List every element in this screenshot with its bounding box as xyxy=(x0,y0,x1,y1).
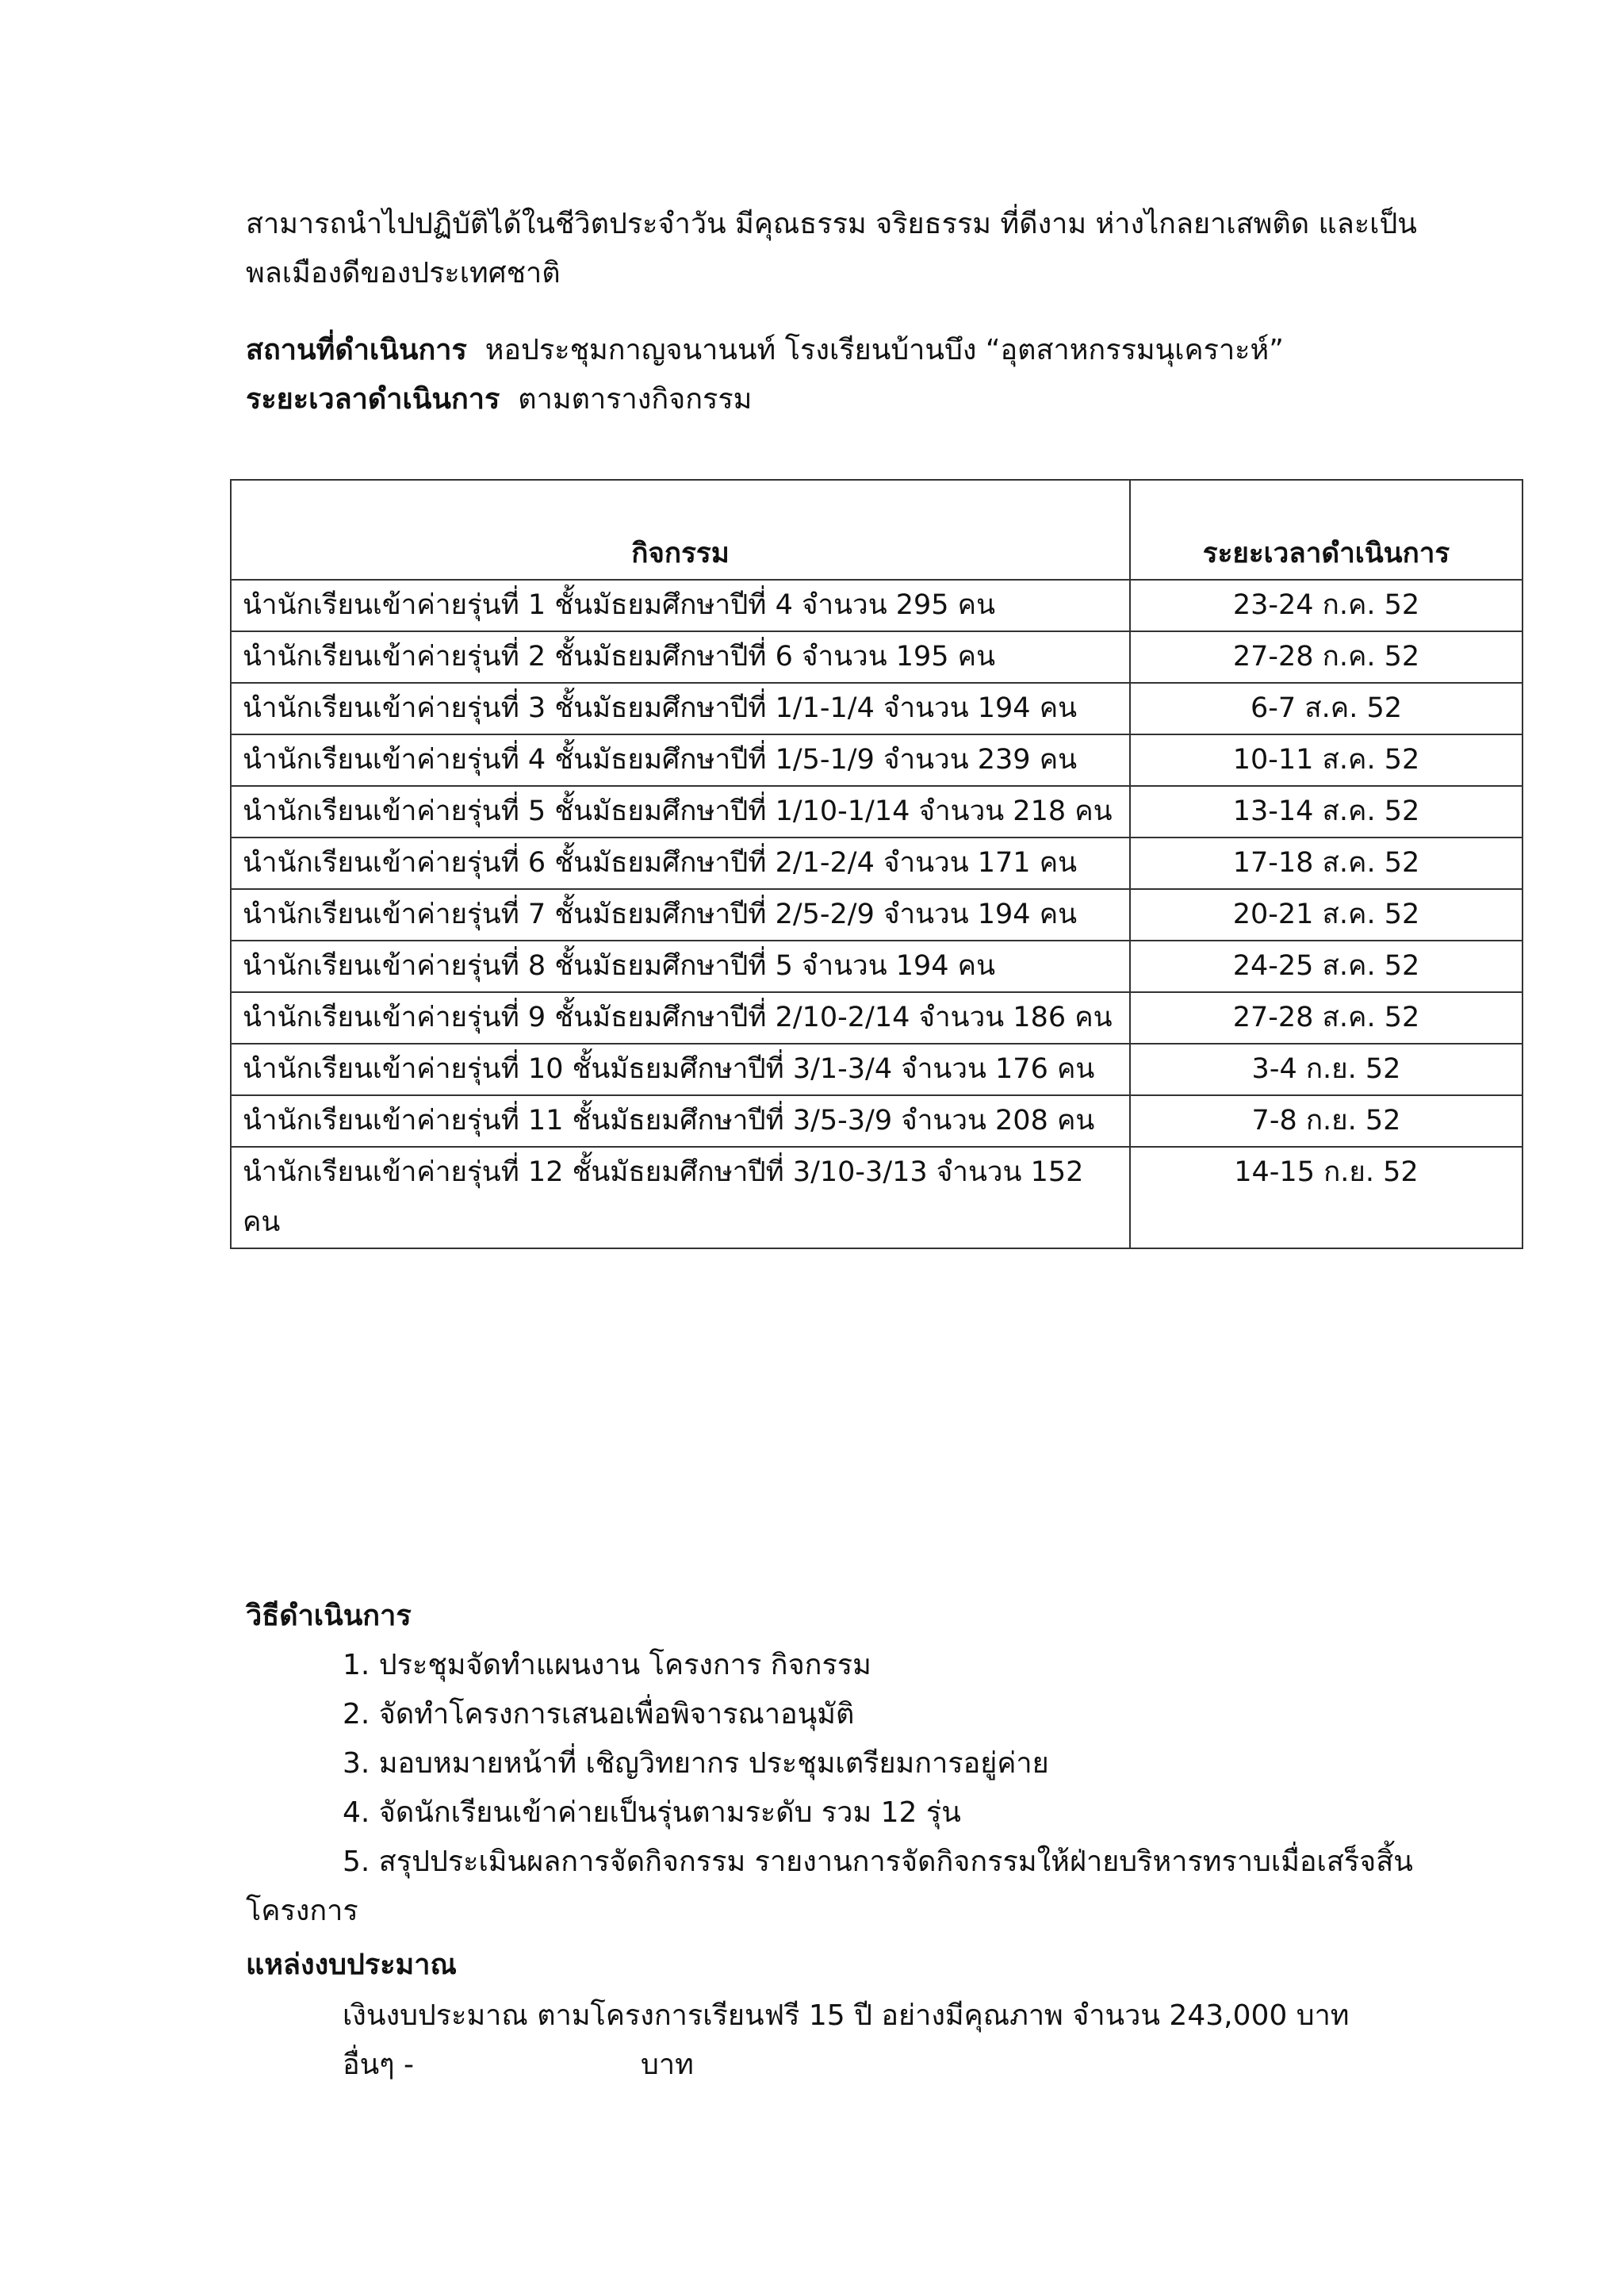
duration-value: ตามตารางกิจกรรม xyxy=(518,383,753,416)
activity-cell: นำนักเรียนเข้าค่ายรุ่นที่ 4 ชั้นมัธยมศึกษาปีที่ 1/5-1/9 จำนวน 239 คน xyxy=(231,734,1130,786)
table-header-row xyxy=(231,480,1522,580)
activity-cell: นำนักเรียนเข้าค่ายรุ่นที่ 7 ชั้นมัธยมศึกษาปีที่ 2/5-2/9 จำนวน 194 คน xyxy=(231,889,1130,941)
activity-cell: นำนักเรียนเข้าค่ายรุ่นที่ 12 ชั้นมัธยมศึกษาปีที่ 3/10-3/13 จำนวน 152 คน xyxy=(231,1147,1130,1248)
duration-label: ระยะเวลาดำเนินการ xyxy=(246,383,500,416)
activity-cell: นำนักเรียนเข้าค่ายรุ่นที่ 9 ชั้นมัธยมศึกษาปีที่ 2/10-2/14 จำนวน 186 คน xyxy=(231,992,1130,1044)
time-cell: 13-14 ส.ค. 52 xyxy=(1130,786,1522,838)
table-row xyxy=(231,1095,1522,1147)
intro-line-1: สามารถนำไปปฏิบัติได้ในชีวิตประจำวัน มีคุณธรรม จริยธรรม ที่ดีงาม ห่างไกลยาเสพติด และเป็น xyxy=(246,208,1417,240)
location-line xyxy=(246,336,1284,365)
table-row xyxy=(231,1044,1522,1095)
method-heading: วิธีดำเนินการ xyxy=(246,1600,412,1632)
duration-line xyxy=(246,385,752,414)
method-item: 1. ประชุมจัดทำแผนงาน โครงการ กิจกรรม xyxy=(343,1649,871,1681)
activity-cell: นำนักเรียนเข้าค่ายรุ่นที่ 6 ชั้นมัธยมศึกษาปีที่ 2/1-2/4 จำนวน 171 คน xyxy=(231,838,1130,889)
intro-line-2: พลเมืองดีของประเทศชาติ xyxy=(246,257,561,289)
time-cell: 10-11 ส.ค. 52 xyxy=(1130,734,1522,786)
time-cell: 6-7 ส.ค. 52 xyxy=(1130,683,1522,734)
method-item: 4. จัดนักเรียนเข้าค่ายเป็นรุ่นตามระดับ รวม 12 รุ่น xyxy=(343,1796,961,1829)
method-item-continued: โครงการ xyxy=(246,1895,358,1927)
activity-cell: นำนักเรียนเข้าค่ายรุ่นที่ 11 ชั้นมัธยมศึกษาปีที่ 3/5-3/9 จำนวน 208 คน xyxy=(231,1095,1130,1147)
activity-cell: นำนักเรียนเข้าค่ายรุ่นที่ 10 ชั้นมัธยมศึกษาปีที่ 3/1-3/4 จำนวน 176 คน xyxy=(231,1044,1130,1095)
budget-other-label: อื่นๆ - xyxy=(343,2049,414,2081)
table-row xyxy=(231,889,1522,941)
activity-cell: นำนักเรียนเข้าค่ายรุ่นที่ 8 ชั้นมัธยมศึกษาปีที่ 5 จำนวน 194 คน xyxy=(231,941,1130,992)
table-row xyxy=(231,838,1522,889)
header-duration: ระยะเวลาดำเนินการ xyxy=(1130,480,1522,580)
time-cell: 24-25 ส.ค. 52 xyxy=(1130,941,1522,992)
budget-heading: แหล่งงบประมาณ xyxy=(246,1949,457,1981)
activity-cell: นำนักเรียนเข้าค่ายรุ่นที่ 1 ชั้นมัธยมศึกษาปีที่ 4 จำนวน 295 คน xyxy=(231,580,1130,631)
budget-line-1: เงินงบประมาณ ตามโครงการเรียนฟรี 15 ปี อย่างมีคุณภาพ จำนวน 243,000 บาท xyxy=(343,1999,1350,2032)
budget-other-unit: บาท xyxy=(641,2049,694,2081)
method-item: 5. สรุปประเมินผลการจัดกิจกรรม รายงานการจัดกิจกรรมให้ฝ่ายบริหารทราบเมื่อเสร็จสิ้น xyxy=(343,1846,1413,1878)
time-cell: 27-28 ส.ค. 52 xyxy=(1130,992,1522,1044)
table-row xyxy=(231,580,1522,631)
activity-cell: นำนักเรียนเข้าค่ายรุ่นที่ 2 ชั้นมัธยมศึกษาปีที่ 6 จำนวน 195 คน xyxy=(231,631,1130,683)
time-cell: 17-18 ส.ค. 52 xyxy=(1130,838,1522,889)
activity-schedule-table xyxy=(230,479,1523,1249)
location-label: สถานที่ดำเนินการ xyxy=(246,334,467,366)
table-row xyxy=(231,631,1522,683)
location-value: หอประชุมกาญจนานนท์ โรงเรียนบ้านบึง “อุตสาหกรรมนุเคราะห์” xyxy=(485,334,1284,366)
table-row xyxy=(231,992,1522,1044)
table-row xyxy=(231,683,1522,734)
table-row xyxy=(231,941,1522,992)
time-cell: 14-15 ก.ย. 52 xyxy=(1130,1147,1522,1248)
method-item: 3. มอบหมายหน้าที่ เชิญวิทยากร ประชุมเตรียมการอยู่ค่าย xyxy=(343,1747,1049,1780)
table-row xyxy=(231,786,1522,838)
time-cell: 23-24 ก.ค. 52 xyxy=(1130,580,1522,631)
activity-cell: นำนักเรียนเข้าค่ายรุ่นที่ 5 ชั้นมัธยมศึกษาปีที่ 1/10-1/14 จำนวน 218 คน xyxy=(231,786,1130,838)
time-cell: 3-4 ก.ย. 52 xyxy=(1130,1044,1522,1095)
activity-cell: นำนักเรียนเข้าค่ายรุ่นที่ 3 ชั้นมัธยมศึกษาปีที่ 1/1-1/4 จำนวน 194 คน xyxy=(231,683,1130,734)
method-item: 2. จัดทำโครงการเสนอเพื่อพิจารณาอนุมัติ xyxy=(343,1698,855,1731)
time-cell: 20-21 ส.ค. 52 xyxy=(1130,889,1522,941)
header-activity: กิจกรรม xyxy=(231,480,1130,580)
time-cell: 27-28 ก.ค. 52 xyxy=(1130,631,1522,683)
table-row xyxy=(231,734,1522,786)
table-row xyxy=(231,1147,1522,1248)
time-cell: 7-8 ก.ย. 52 xyxy=(1130,1095,1522,1147)
